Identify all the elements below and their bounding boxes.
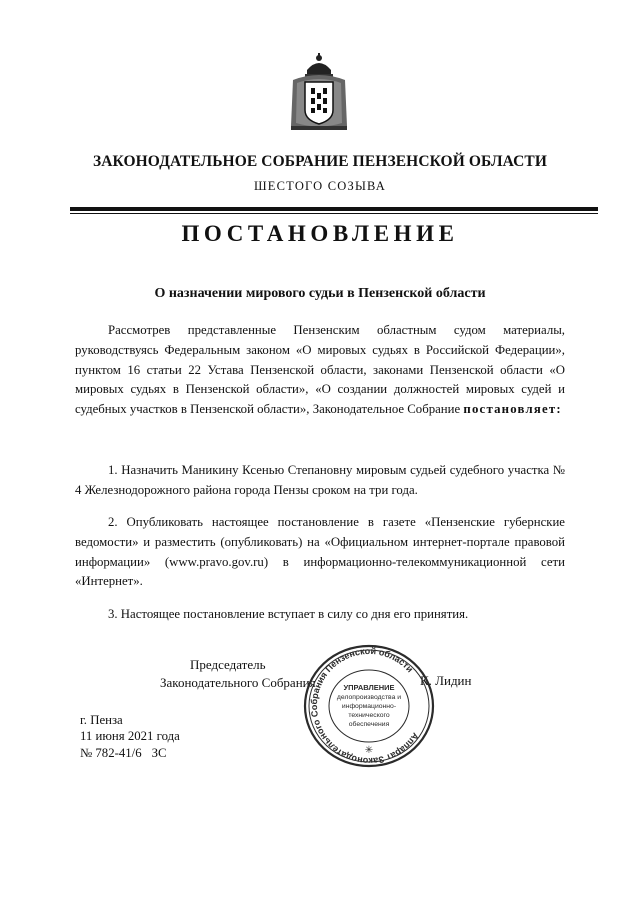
- issue-date: 11 июня 2021 года: [80, 729, 180, 743]
- convocation: ШЕСТОГО СОЗЫВА: [253, 179, 387, 193]
- preamble-text: Рассмотрев представленные Пензенским областным судом материалы, руководствуясь Федеральным законом «О мировых судьях в Российской Федерации», пунктом 16 статьи 22 Устава Пензенской области, законами Пензенской области «О мировых судьях в Пензенской области», «О создании должностей мировых судей и судебных участков в Пензенской области», Законодательное Собрание: [75, 323, 565, 417]
- svg-text:делопроизводства и: делопроизводства и: [336, 694, 402, 701]
- item-3: 3. Настоящее постановление вступает в силу со дня его принятия.: [108, 607, 469, 621]
- document-number-value: № 782-41/6: [80, 746, 142, 760]
- document-number: [80, 745, 177, 762]
- decree-word: постановляет:: [463, 402, 562, 417]
- svg-text:обеспечения: обеспечения: [348, 721, 390, 728]
- organization-name: ЗАКОНОДАТЕЛЬНОЕ СОБРАНИЕ ПЕНЗЕНСКОЙ ОБЛАСТИ: [92, 153, 548, 170]
- issue-city: г. Пенза: [80, 713, 123, 727]
- svg-text:информационно-: информационно-: [341, 703, 397, 710]
- item-2: 2. Опубликовать настоящее постановление в газете «Пензенские губернские ведомости» и разместить (опубликовать) на «Официальном интернет-портале правовой информации» (www.pravo.gov.ru) в информационно-телекоммуникационной сети «Интернет».: [75, 515, 565, 589]
- header-rule-thin: [70, 213, 598, 214]
- document-number-suffix: ЗС: [151, 746, 167, 760]
- signatory-title-line1: Председатель: [190, 657, 266, 672]
- official-stamp: [294, 640, 444, 772]
- preamble-paragraph: [75, 321, 565, 420]
- coat-of-arms-icon: [287, 52, 351, 134]
- svg-text:Аппарат Законодательного Собра: Аппарат Законодательного Собрания Пензенской области: [308, 645, 421, 767]
- header-rule-thick: [70, 207, 598, 211]
- document-subject: О назначении мирового судьи в Пензенской области: [154, 286, 486, 301]
- signatory-title-line2: Законодательного Собрания: [160, 675, 316, 690]
- svg-text:✳: ✳: [364, 745, 374, 756]
- item-1: 1. Назначить Маникину Ксенью Степановну мировым судьей судебного участка № 4 Железнодорожного района города Пензы сроком на три года.: [75, 463, 565, 497]
- signatory-name: К. Лидин: [420, 673, 472, 688]
- document-type: ПОСТАНОВЛЕНИЕ: [181, 221, 459, 246]
- svg-text:УПРАВЛЕНИЕ: УПРАВЛЕНИЕ: [343, 683, 395, 692]
- svg-text:технического: технического: [348, 712, 390, 719]
